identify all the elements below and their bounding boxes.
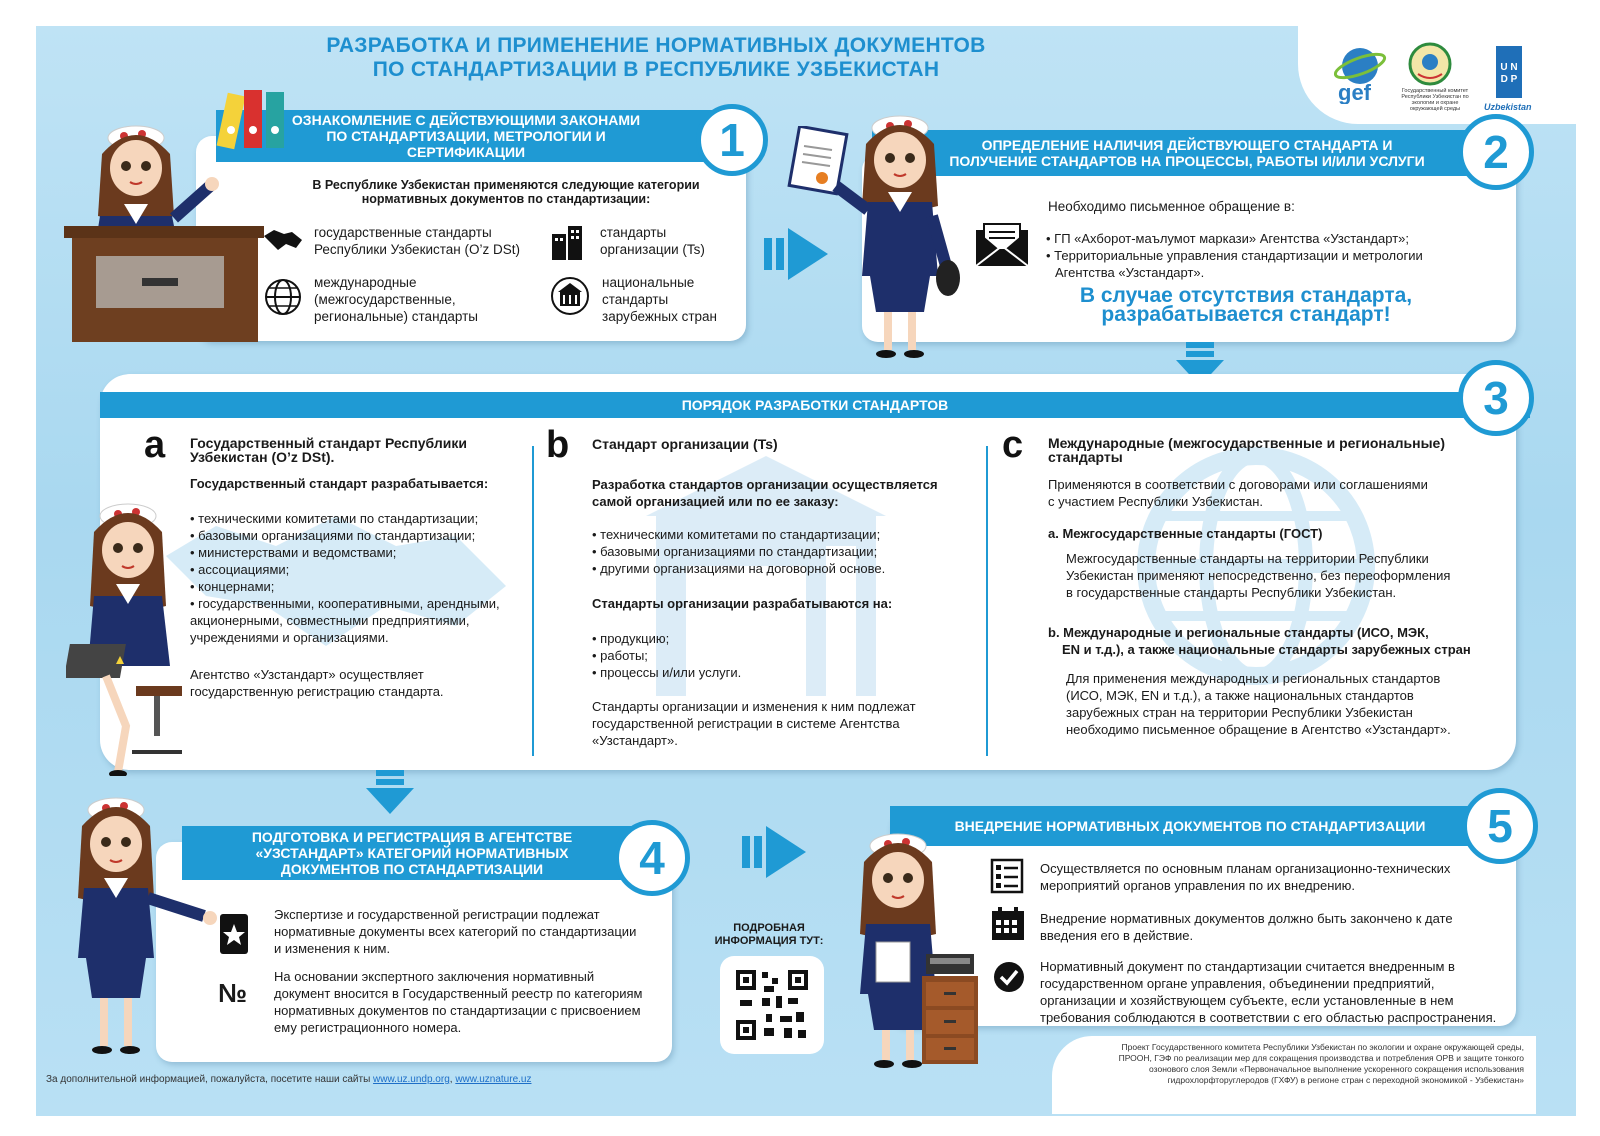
cat-org-standards: стандарты организации (Ts) [600,225,705,257]
qr-code[interactable] [720,956,824,1054]
col-b-item: • базовыми организациями по стандартизации; [592,544,878,559]
footer-left: За дополнительной информацией, пожалуйста, посетите наши сайты www.uz.undp.org, www.uznature.uz [46,1074,532,1085]
state-emblem-icon [1408,42,1452,86]
col-a-note: Агентство «Узстандарт» осуществляет государственную регистрацию стандарта. [190,667,444,699]
qr-caption: ПОДРОБНАЯ ИНФОРМАЦИЯ ТУТ: [714,922,824,947]
col-b-item: • процессы и/или услуги. [592,665,742,680]
step-2-badge: 2 [1458,114,1534,190]
divider-bc [986,446,988,756]
col-b-subtitle: Разработка стандартов организации осуществляется самой организацией или по ее заказу: [592,477,938,509]
s2-item: • ГП «Ахборот-маълумот маркази» Агентства «Узстандарт»; [1046,231,1409,246]
divider-ab [532,446,534,756]
lady-with-certificate-illustration [826,106,966,366]
col-c-a-text: Межгосударственные стандарты на территории Республики Узбекистан применяют непосредственно, без переоформления в государственные стандарты Республики Узбекистан. [1066,551,1451,600]
s2-list [1046,230,1496,281]
col-b-item: • работы; [592,648,648,663]
lady-with-laptop-illustration [66,496,206,776]
col-a-item: • базовыми организациями по стандартизации; [190,528,476,543]
committee-caption: Государственный комитет Республики Узбекистан по экологии и охране окружающей среды [1401,88,1469,112]
section-5-header: ВНЕДРЕНИЕ НОРМАТИВНЫХ ДОКУМЕНТОВ ПО СТАНДАРТИЗАЦИИ [890,806,1490,846]
section-3-header: ПОРЯДОК РАЗРАБОТКИ СТАНДАРТОВ [100,392,1530,418]
poster [36,26,1576,1116]
col-c-b-text: Для применения международных и региональных стандартов (ИСО, МЭК, EN и т.д.), а также национальных стандартов зарубежных стран на территории Республики Узбекистан необходимо письменное обращение в Агентство «Узстандарт». [1066,671,1451,737]
col-a-item: • министерствами и ведомствами; [190,545,397,560]
foreign-landmark-icon [550,276,590,316]
page-title [236,34,1076,82]
col-b-list-1 [592,526,972,577]
buildings-icon [548,224,584,262]
col-a-item: • техническими комитетами по стандартизации; [190,511,479,526]
svg-text:gef: gef [1338,80,1371,104]
lady-at-desk-illustration [44,106,274,346]
col-a-letter: a [144,424,166,466]
title-line-1: РАЗРАБОТКА И ПРИМЕНЕНИЕ НОРМАТИВНЫХ ДОКУМЕНТОВ [326,34,986,57]
s4-text-2: На основании экспертного заключения нормативный документ вносится в Государственный реестр по категориям нормативных документов по стандартизации с присвоением ему регистрационного номера. [274,969,643,1035]
lady-pointing-illustration [54,788,224,1068]
col-a-subtitle: Государственный стандарт разрабатывается: [190,476,489,491]
qr-code-icon [736,970,808,1040]
filing-cabinet-icon [916,954,986,1066]
gef-logo-icon [1334,44,1390,104]
cat-national-foreign-standards: национальные стандарты зарубежных стран [602,275,717,324]
col-b-letter: b [546,424,570,466]
s5-text-1: Осуществляется по основным планам организационно-технических мероприятий органов управления по их внедрению. [1040,861,1451,893]
s5-text-3: Нормативный документ по стандартизации считается внедренным в государственном органе управления, объединении предприятий, организации и хозяйствующем субъекте, если установленные в нем требования соблюдаются в соответствии с его областью распространения. [1040,959,1497,1025]
col-a-item: • государственными, кооперативными, арендными, [190,596,500,611]
step-4-badge: 4 [614,820,690,896]
col-c-b-title: b. Международные и региональные стандарты (ИСО, МЭК, EN и т.д.), а также национальные стандарты зарубежных стран [1048,625,1471,657]
col-c-a-title: a. Межгосударственные стандарты (ГОСТ) [1048,526,1323,541]
s1-intro: В Республике Узбекистан применяются следующие категории нормативных документов по стандартизации: [312,178,700,206]
col-a-item-cont: учреждениями и организациями. [190,630,389,645]
col-a-item: • ассоциациями; [190,562,290,577]
logos-block [1298,26,1576,124]
col-b-subtitle-2: Стандарты организации разрабатываются на: [592,596,893,611]
calendar-icon [990,906,1026,942]
s2-highlight: В случае отсутствия стандарта, разрабатывается стандарт! [1079,284,1413,326]
col-b-item: • техническими комитетами по стандартизации; [592,527,881,542]
section-2-header: ОПРЕДЕЛЕНИЕ НАЛИЧИЯ ДЕЙСТВУЮЩЕГО СТАНДАРТА И ПОЛУЧЕНИЕ СТАНДАРТОВ НА ПРОЦЕССЫ, РАБОТЫ И/ИЛИ УСЛУГИ [872,130,1502,176]
undp-country: Uzbekistan [1484,102,1532,112]
arrow-right-2-icon [742,824,810,880]
s2-item: • Территориальные управления стандартизации и метрологии [1046,248,1423,263]
step-5-badge: 5 [1462,788,1538,864]
s2-item-cont: Агентства «Узстандарт». [1055,265,1205,280]
col-b-list-2 [592,630,972,681]
col-b-item: • другими организациями на договорной основе. [592,561,886,576]
number-sign-icon: № [218,978,247,1008]
s2-intro: Необходимо письменное обращение в: [1048,199,1295,214]
col-b-item: • продукцию; [592,631,670,646]
arrow-down-2-icon [366,770,416,818]
check-circle-icon [992,960,1026,994]
cat-state-standards: государственные стандарты Республики Узбекистан (O’z DSt) [314,225,521,257]
uznature-site-link[interactable]: www.uznature.uz [455,1074,532,1085]
checklist-icon [990,858,1024,894]
step-1-badge: 1 [696,104,768,176]
col-b-title: Стандарт организации (Ts) [592,436,778,452]
title-line-2: ПО СТАНДАРТИЗАЦИИ В РЕСПУБЛИКЕ УЗБЕКИСТАН [372,58,940,81]
envelope-icon [974,222,1030,268]
col-a-title: Государственный стандарт Республики Узбекистан (O’z DSt). [190,435,467,465]
s5-text-2: Внедрение нормативных документов должно быть закончено к дате введения его в действие. [1040,911,1453,943]
col-a-item: • концернами; [190,579,275,594]
undp-logo-icon: U N D P [1496,46,1522,98]
col-a-list [190,510,530,646]
col-c-letter: c [1002,424,1024,466]
step-3-badge: 3 [1458,360,1534,436]
col-c-intro: Применяются в соответствии с договорами или соглашениями с участием Республики Узбекистан. [1048,477,1428,509]
section-4-header: ПОДГОТОВКА И РЕГИСТРАЦИЯ В АГЕНТСТВЕ «УЗСТАНДАРТ» КАТЕГОРИЙ НОРМАТИВНЫХ ДОКУМЕНТОВ ПО СТАНДАРТИЗАЦИИ [182,826,642,880]
col-b-note: Стандарты организации и изменения к ним подлежат государственной регистрации в системе Агентства «Узстандарт». [592,699,916,748]
col-c-title: Международные (межгосударственные и региональные) стандарты [1048,435,1445,465]
footer-project-note: Проект Государственного комитета Республики Узбекистан по экологии и охране окружающей среды, ПРООН, ГЭФ по реализации мер для сокращения производства и потребления ОРВ и защите тонкого озонового слоя Земли «Первоначальное выполнение ускоренного сокращения использования гидрохлорфторуглеродов (ГХФУ) в регионе стран с переходной экономикой - Узбекистан» [1052,1036,1536,1114]
undp-site-link[interactable]: www.uz.undp.org [373,1074,450,1085]
col-a-item-cont: акционерными, совместными предприятиями, [190,613,470,628]
s4-text-1: Экспертизе и государственной регистрации подлежат нормативные документы всех категорий по стандартизации и изменения к ним. [274,907,637,956]
arrow-right-1-icon [764,226,832,282]
section-1-header: ОЗНАКОМЛЕНИЕ С ДЕЙСТВУЮЩИМИ ЗАКОНАМИ ПО СТАНДАРТИЗАЦИИ, МЕТРОЛОГИИ И СЕРТИФИКАЦИИ [216,110,716,162]
cat-international-standards: международные (межгосударственные, региональные) стандарты [314,275,479,324]
